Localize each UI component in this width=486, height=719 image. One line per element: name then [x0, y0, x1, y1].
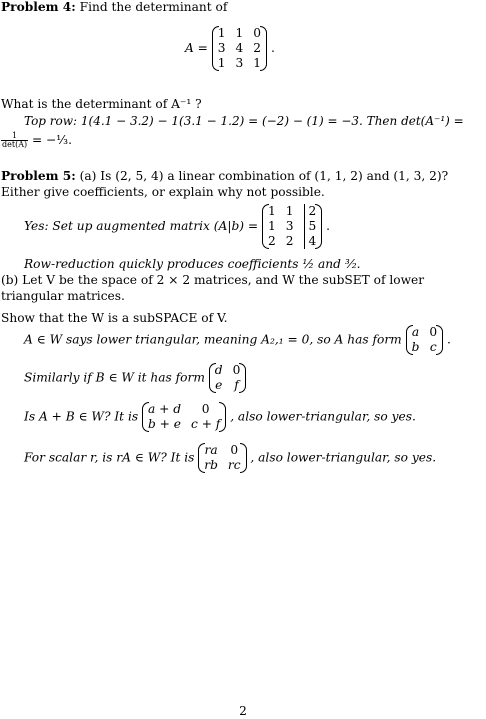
part-b-line3: Show that the W is a subSPACE of V.: [1, 311, 228, 325]
problem-4-question: What is the determinant of A⁻¹ ?: [1, 97, 202, 111]
aug-cell: 5: [304, 219, 317, 234]
statement-1-text: A ∈ W says lower triangular, meaning A₂,₁ = 0, so A has form: [24, 332, 402, 347]
page-number: 2: [239, 704, 247, 718]
matrix-cell: 0: [201, 402, 210, 416]
matrix-cell: rc: [227, 458, 241, 472]
matrix-form-a: [406, 325, 444, 355]
part-b-line2: triangular matrices.: [1, 289, 125, 303]
matrix-cell: 0: [230, 443, 239, 457]
problem-4-header: [1, 0, 227, 15]
matrix-a-cell: 1: [217, 56, 226, 70]
matrix-a-cell: 0: [253, 26, 262, 40]
augmented-matrix: [262, 204, 322, 249]
problem-4-answer-line1: Top row: 1(4.1 − 3.2) − 1(3.1 − 1.2) = (−2) − (1) = −3. Then det(A⁻¹) =: [24, 114, 464, 128]
matrix-form-b: [209, 363, 247, 393]
statement-scalar-closure: [24, 443, 436, 473]
matrix-a-cell: 1: [235, 26, 244, 40]
augmented-matrix-line: [24, 204, 330, 249]
matrix-a-display: [185, 26, 275, 71]
aug-cell: 1: [267, 204, 276, 218]
aug-cell: 1: [267, 219, 276, 233]
statement-4-tail: , also lower-triangular, so yes.: [250, 450, 437, 465]
statement-2-text: Similarly if B ∈ W it has form: [24, 370, 205, 385]
matrix-a-cell: 1: [217, 26, 226, 40]
matrix-cell: rb: [204, 458, 218, 472]
matrix-a: [212, 26, 267, 71]
fraction-inverse-det: [1, 132, 28, 149]
matrix-a-cell: 3: [235, 56, 244, 70]
augmented-matrix-tail: .: [326, 219, 331, 233]
matrix-a-name: A =: [185, 41, 208, 55]
aug-cell: 2: [267, 234, 276, 248]
matrix-cell: b + e: [148, 417, 181, 431]
matrix-cell: a: [411, 325, 420, 339]
problem-5-part-a-question: [1, 169, 448, 184]
statement-4-text: For scalar r, is rA ∈ W? It is: [24, 450, 195, 465]
matrix-cell: 0: [232, 363, 241, 377]
matrix-cell: f: [234, 378, 239, 392]
problem-4-label: Problem 4:: [1, 0, 76, 14]
matrix-cell: a + d: [147, 402, 182, 416]
fraction-numerator: 1: [1, 132, 28, 141]
problem-5-label: Problem 5:: [1, 169, 76, 183]
matrix-cell: d: [214, 363, 223, 377]
fraction-denominator: det(A): [2, 140, 28, 149]
problem-4-prompt: Find the determinant of: [79, 0, 228, 14]
matrix-cell: e: [215, 378, 223, 392]
aug-cell: 4: [304, 234, 317, 249]
statement-1-tail: .: [447, 332, 451, 347]
matrix-a-cell: 3: [217, 41, 226, 55]
aug-cell: 1: [285, 204, 294, 218]
statement-3-text: Is A + B ∈ W? It is: [24, 409, 139, 424]
matrix-a-tail: .: [270, 41, 275, 55]
aug-cell: 2: [304, 204, 317, 219]
problem-4-answer-line2: [1, 132, 72, 149]
matrix-sum: [142, 402, 226, 432]
matrix-a-cell: 4: [235, 41, 244, 55]
matrix-cell: c + f: [191, 417, 221, 431]
problem-4-answer-result: = −⅓.: [31, 133, 72, 147]
matrix-scalar: [198, 443, 246, 473]
augmented-matrix-intro: Yes: Set up augmented matrix (A|b) =: [24, 219, 259, 233]
aug-cell: 2: [285, 234, 294, 248]
matrix-cell: b: [411, 340, 420, 354]
statement-similarly-b: [24, 363, 246, 393]
part-b-line1: (b) Let V be the space of 2 × 2 matrices, and W the subSET of lower: [1, 273, 425, 287]
row-reduction-note: Row-reduction quickly produces coefficients ½ and ³⁄₂.: [24, 257, 361, 271]
statement-lower-triangular: [24, 325, 451, 355]
matrix-cell: 0: [429, 325, 438, 339]
aug-cell: 3: [285, 219, 294, 233]
statement-sum-closure: [24, 402, 416, 432]
problem-5-part-a-question2: Either give coefficients, or explain why not possible.: [1, 185, 325, 199]
statement-3-tail: , also lower-triangular, so yes.: [230, 409, 416, 424]
matrix-a-cell: 1: [253, 56, 262, 70]
problem-5-question-text: (a) Is (2, 5, 4) a linear combination of (1, 1, 2) and (1, 3, 2)?: [79, 169, 449, 183]
matrix-a-cell: 2: [253, 41, 262, 55]
matrix-cell: c: [429, 340, 437, 354]
matrix-cell: ra: [204, 443, 218, 457]
